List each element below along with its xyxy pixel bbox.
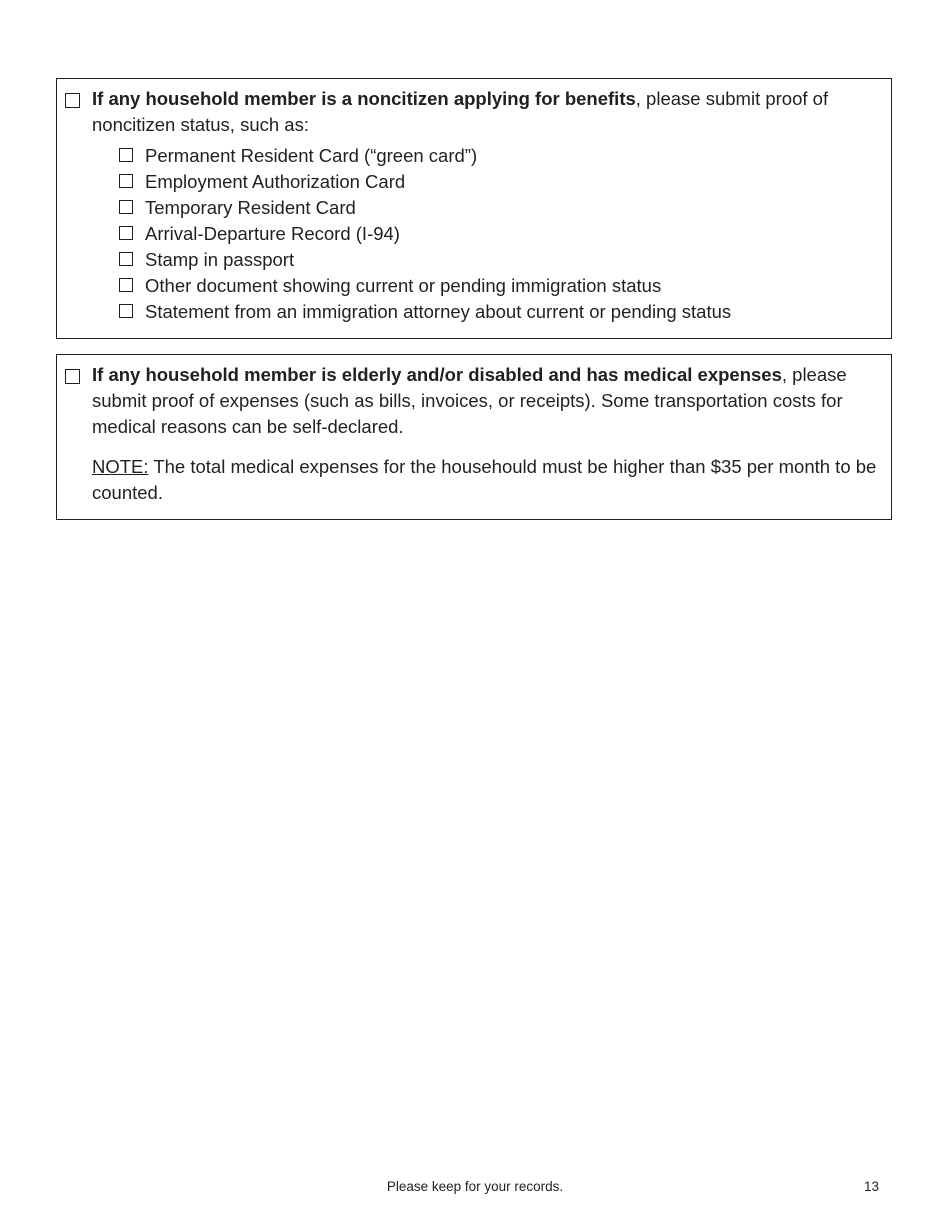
- medical-note: [92, 454, 883, 506]
- medical-lead-bold: If any household member is elderly and/or disabled and has medical expenses: [92, 364, 782, 385]
- list-item: [119, 143, 731, 169]
- document-label: Arrival-Departure Record (I-94): [145, 223, 400, 244]
- noncitizen-checkbox[interactable]: [65, 93, 80, 108]
- footer-note: Please keep for your records.: [386, 1179, 564, 1194]
- document-checkbox[interactable]: [119, 278, 133, 292]
- noncitizen-lead-bold: If any household member is a noncitizen applying for benefits: [92, 88, 636, 109]
- noncitizen-lead-rest: , please submit proof of noncitizen status, such as:: [92, 88, 829, 135]
- noncitizen-document-list: [119, 143, 731, 325]
- medical-expenses-checkbox[interactable]: [65, 369, 80, 384]
- list-item: [119, 221, 731, 247]
- list-item: [119, 195, 731, 221]
- note-label: NOTE:: [92, 456, 149, 477]
- document-checkbox[interactable]: [119, 252, 133, 266]
- document-label: Statement from an immigration attorney about current or pending status: [145, 301, 732, 322]
- medical-expenses-section: [56, 354, 892, 520]
- note-text: The total medical expenses for the househould must be higher than $35 per month to be counted.: [92, 456, 877, 503]
- document-label: Other document showing current or pending immigration status: [145, 275, 662, 296]
- document-label: Employment Authorization Card: [145, 171, 406, 192]
- document-label: Permanent Resident Card (“green card”): [145, 145, 478, 166]
- medical-expenses-instructions: [92, 362, 883, 440]
- document-checkbox[interactable]: [119, 148, 133, 162]
- medical-lead-rest: , please submit proof of expenses (such as bills, invoices, or receipts). Some transportation costs for medical reasons can be self-declared.: [92, 364, 847, 437]
- noncitizen-instructions: [92, 86, 883, 138]
- noncitizen-proof-section: [56, 78, 892, 339]
- list-item: [119, 169, 731, 195]
- list-item: [119, 299, 731, 325]
- list-item: [119, 273, 731, 299]
- document-checkbox[interactable]: [119, 226, 133, 240]
- document-checkbox[interactable]: [119, 174, 133, 188]
- document-checkbox[interactable]: [119, 304, 133, 318]
- page-number: 13: [864, 1179, 880, 1194]
- document-label: Temporary Resident Card: [145, 197, 356, 218]
- list-item: [119, 247, 731, 273]
- document-label: Stamp in passport: [145, 249, 295, 270]
- document-checkbox[interactable]: [119, 200, 133, 214]
